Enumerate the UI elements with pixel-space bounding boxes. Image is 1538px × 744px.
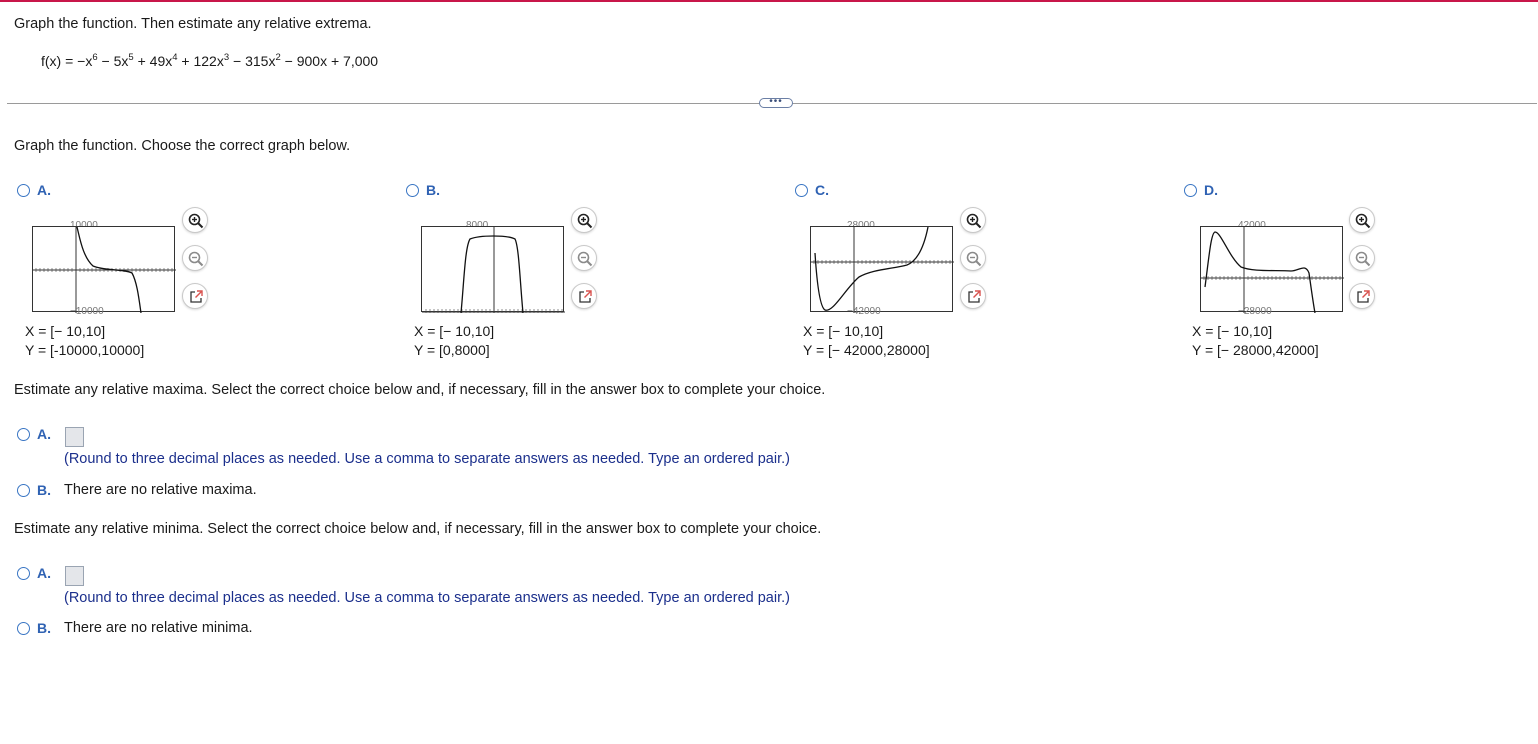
y-bottom-label: −42000: [847, 306, 881, 317]
part1-prompt: Graph the function. Choose the correct graph below.: [14, 138, 351, 154]
minima-option-a-label[interactable]: A.: [37, 565, 51, 581]
function-expression: $f(x) = -x^6 - 5x^5 + 49x^4 + 122x^3 - 315x^2 - 900x + 7,000$: [41, 52, 379, 69]
popout-icon: [188, 289, 204, 305]
maxima-option-a-label[interactable]: A.: [37, 426, 51, 442]
radio-minima-a[interactable]: [17, 567, 30, 580]
zoom-in-icon: [1355, 213, 1371, 229]
y-range: Y = [− 42000,28000]: [803, 342, 930, 358]
x-range: X = [− 10,10]: [414, 323, 495, 339]
radio-minima-b[interactable]: [17, 622, 30, 635]
radio-maxima-a[interactable]: [17, 428, 30, 441]
x-range: X = [− 10,10]: [1192, 323, 1273, 339]
zoom-out-icon: [577, 251, 593, 267]
expand-button[interactable]: •••: [759, 98, 793, 108]
x-range: X = [− 10,10]: [25, 323, 106, 339]
minima-prompt: Estimate any relative minima. Select the correct choice below and, if necessary, fill in the answer box to complete your choice.: [14, 521, 822, 537]
radio-maxima-b[interactable]: [17, 484, 30, 497]
zoom-out-button[interactable]: [1349, 245, 1375, 271]
radio-option-c[interactable]: [795, 184, 808, 197]
popout-icon: [966, 289, 982, 305]
x-range: X = [− 10,10]: [803, 323, 884, 339]
y-range: Y = [− 28000,42000]: [1192, 342, 1319, 358]
popout-icon: [1355, 289, 1371, 305]
y-bottom-label: −28000: [1238, 306, 1272, 317]
option-c-label[interactable]: C.: [815, 182, 829, 198]
maxima-prompt: Estimate any relative maxima. Select the correct choice below and, if necessary, fill in the answer box to complete your choice.: [14, 382, 826, 398]
question-instruction: Graph the function. Then estimate any relative extrema.: [14, 16, 372, 32]
option-a-label[interactable]: A.: [37, 182, 51, 198]
top-accent-bar: [0, 0, 1538, 2]
zoom-out-button[interactable]: [182, 245, 208, 271]
zoom-in-icon: [577, 213, 593, 229]
graph-thumbnail[interactable]: [32, 226, 175, 312]
minima-option-b-label[interactable]: B.: [37, 620, 51, 636]
option-d-label[interactable]: D.: [1204, 182, 1218, 198]
popout-icon: [577, 289, 593, 305]
zoom-in-button[interactable]: [960, 207, 986, 233]
popout-button[interactable]: [182, 283, 208, 309]
y-range: Y = [0,8000]: [414, 342, 490, 358]
option-b-label[interactable]: B.: [426, 182, 440, 198]
maxima-option-b-label[interactable]: B.: [37, 482, 51, 498]
minima-option-b-text[interactable]: There are no relative minima.: [64, 620, 253, 636]
zoom-in-icon: [966, 213, 982, 229]
maxima-option-b-text[interactable]: There are no relative maxima.: [64, 482, 257, 498]
radio-option-a[interactable]: [17, 184, 30, 197]
zoom-in-button[interactable]: [571, 207, 597, 233]
zoom-in-button[interactable]: [1349, 207, 1375, 233]
graph-thumbnail[interactable]: [810, 226, 953, 312]
maxima-hint: (Round to three decimal places as needed. Use a comma to separate answers as needed. Type an ordered pair.): [64, 451, 790, 467]
zoom-out-icon: [966, 251, 982, 267]
popout-button[interactable]: [960, 283, 986, 309]
minima-answer-input[interactable]: [65, 566, 84, 586]
popout-button[interactable]: [571, 283, 597, 309]
zoom-out-icon: [188, 251, 204, 267]
y-range: Y = [-10000,10000]: [25, 342, 145, 358]
zoom-out-icon: [1355, 251, 1371, 267]
zoom-out-button[interactable]: [571, 245, 597, 271]
maxima-answer-input[interactable]: [65, 427, 84, 447]
radio-option-b[interactable]: [406, 184, 419, 197]
graph-thumbnail[interactable]: [421, 226, 564, 312]
zoom-in-button[interactable]: [182, 207, 208, 233]
radio-option-d[interactable]: [1184, 184, 1197, 197]
graph-thumbnail[interactable]: [1200, 226, 1343, 312]
zoom-out-button[interactable]: [960, 245, 986, 271]
zoom-in-icon: [188, 213, 204, 229]
minima-hint: (Round to three decimal places as needed. Use a comma to separate answers as needed. Type an ordered pair.): [64, 590, 790, 606]
popout-button[interactable]: [1349, 283, 1375, 309]
y-bottom-label: −10000: [70, 306, 104, 317]
